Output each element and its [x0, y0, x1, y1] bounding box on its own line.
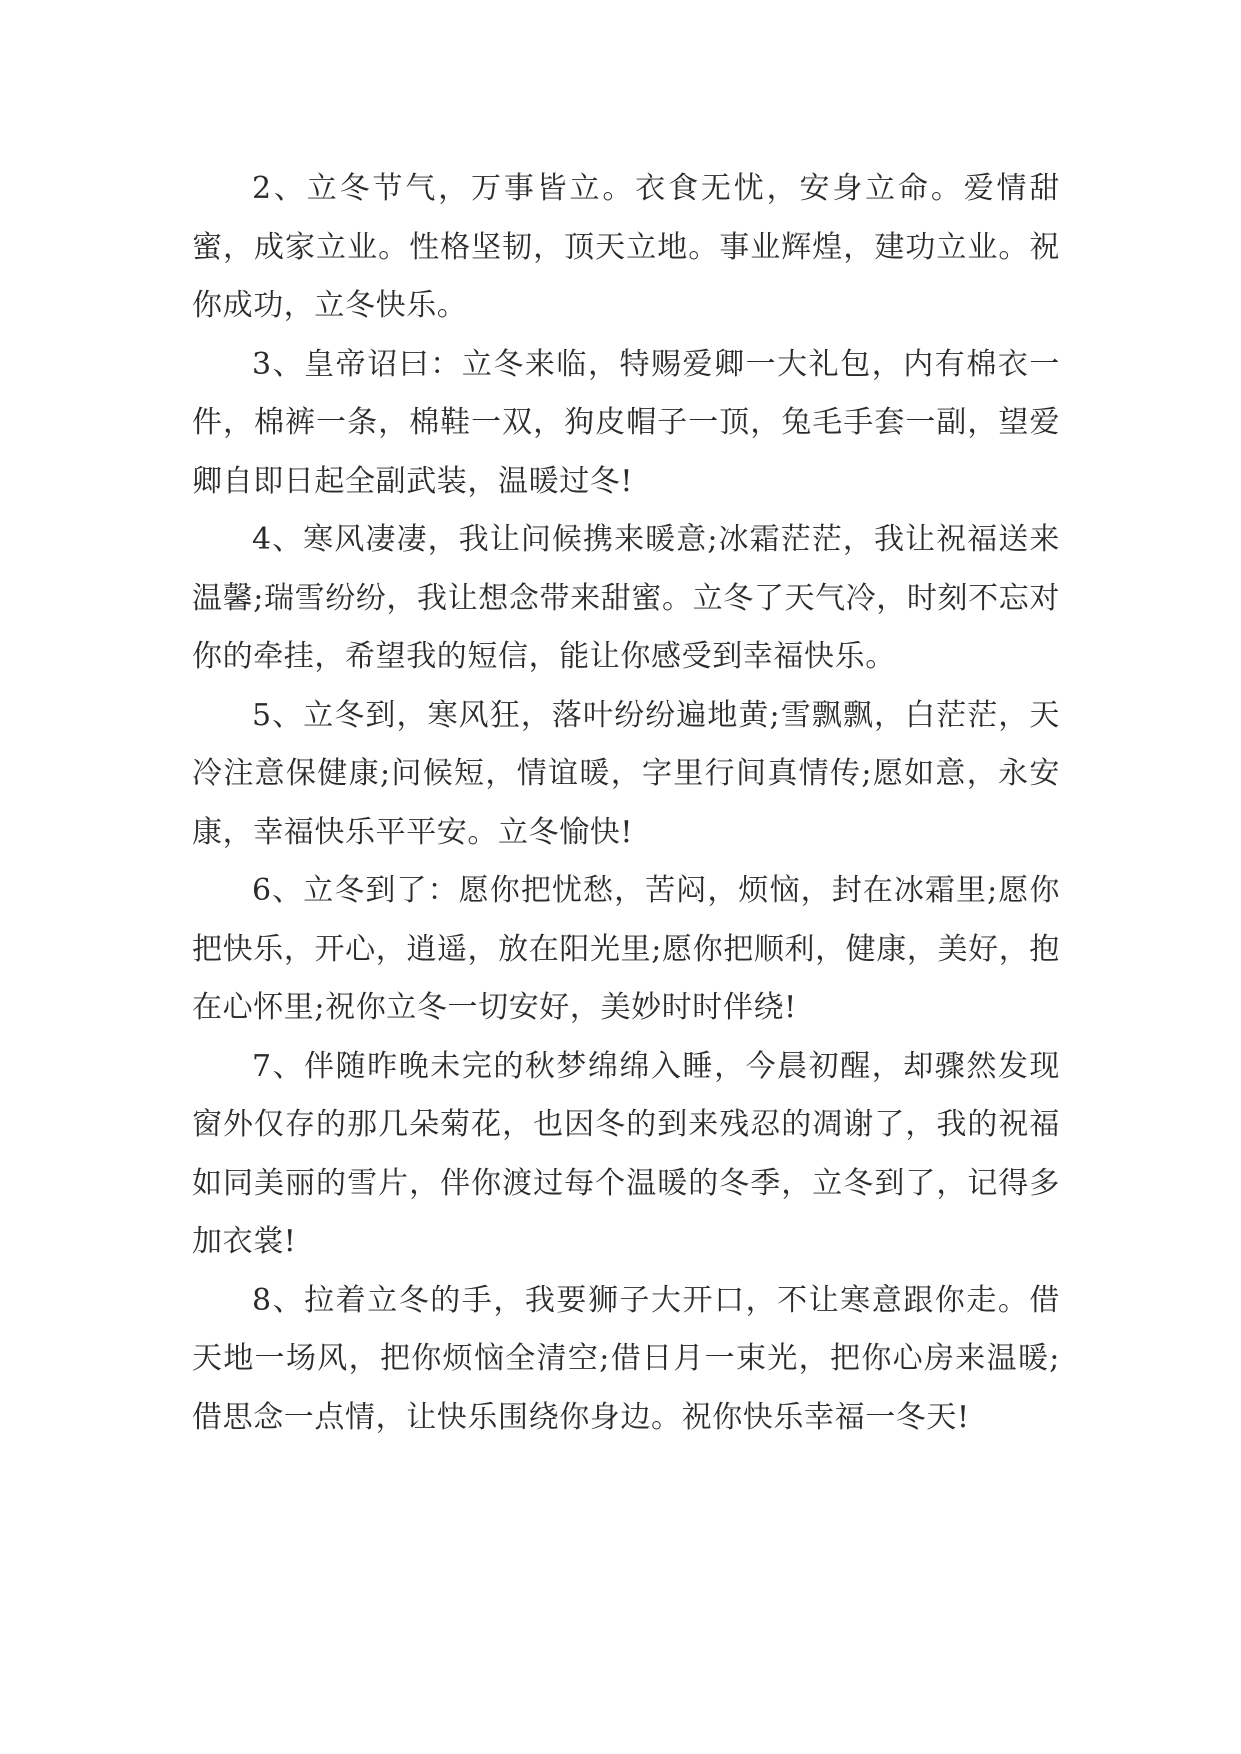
paragraph-3: 3、皇帝诏曰：立冬来临，特赐爱卿一大礼包，内有棉衣一件，棉裤一条，棉鞋一双，狗皮帽子一顶，兔毛手套一副，望爱卿自即日起全副武装，温暖过冬! [192, 346, 1060, 499]
paragraph-6: 6、立冬到了：愿你把忧愁，苦闷，烦恼，封在冰霜里;愿你把快乐，开心，逍遥，放在阳光里;愿你把顺利，健康，美好，抱在心怀里;祝你立冬一切安好，美妙时时伴绕! [192, 873, 1060, 1025]
paragraph-2: 2、立冬节气，万事皆立。衣食无忧，安身立命。爱情甜蜜，成家立业。性格坚韧，顶天立地。事业辉煌，建功立业。祝你成功，立冬快乐。 [192, 171, 1060, 323]
paragraph-7: 7、伴随昨晚未完的秋梦绵绵入睡，今晨初醒，却骤然发现窗外仅存的那几朵菊花，也因冬的到来残忍的凋谢了，我的祝福如同美丽的雪片，伴你渡过每个温暖的冬季，立冬到了，记得多加衣裳! [192, 1048, 1060, 1259]
document-body [192, 160, 1060, 1447]
paragraph-4: 4、寒风凄凄，我让问候携来暖意;冰霜茫茫，我让祝福送来温馨;瑞雪纷纷，我让想念带来甜蜜。立冬了天气冷，时刻不忘对你的牵挂，希望我的短信，能让你感受到幸福快乐。 [192, 522, 1060, 674]
paragraph-5: 5、立冬到，寒风狂，落叶纷纷遍地黄;雪飘飘，白茫茫，天冷注意保健康;问候短，情谊暖，字里行间真情传;愿如意，永安康，幸福快乐平平安。立冬愉快! [192, 697, 1060, 850]
paragraph-8: 8、拉着立冬的手，我要狮子大开口，不让寒意跟你走。借天地一场风，把你烦恼全清空;借日月一束光，把你心房来温暖;借思念一点情，让快乐围绕你身边。祝你快乐幸福一冬天! [192, 1282, 1060, 1435]
